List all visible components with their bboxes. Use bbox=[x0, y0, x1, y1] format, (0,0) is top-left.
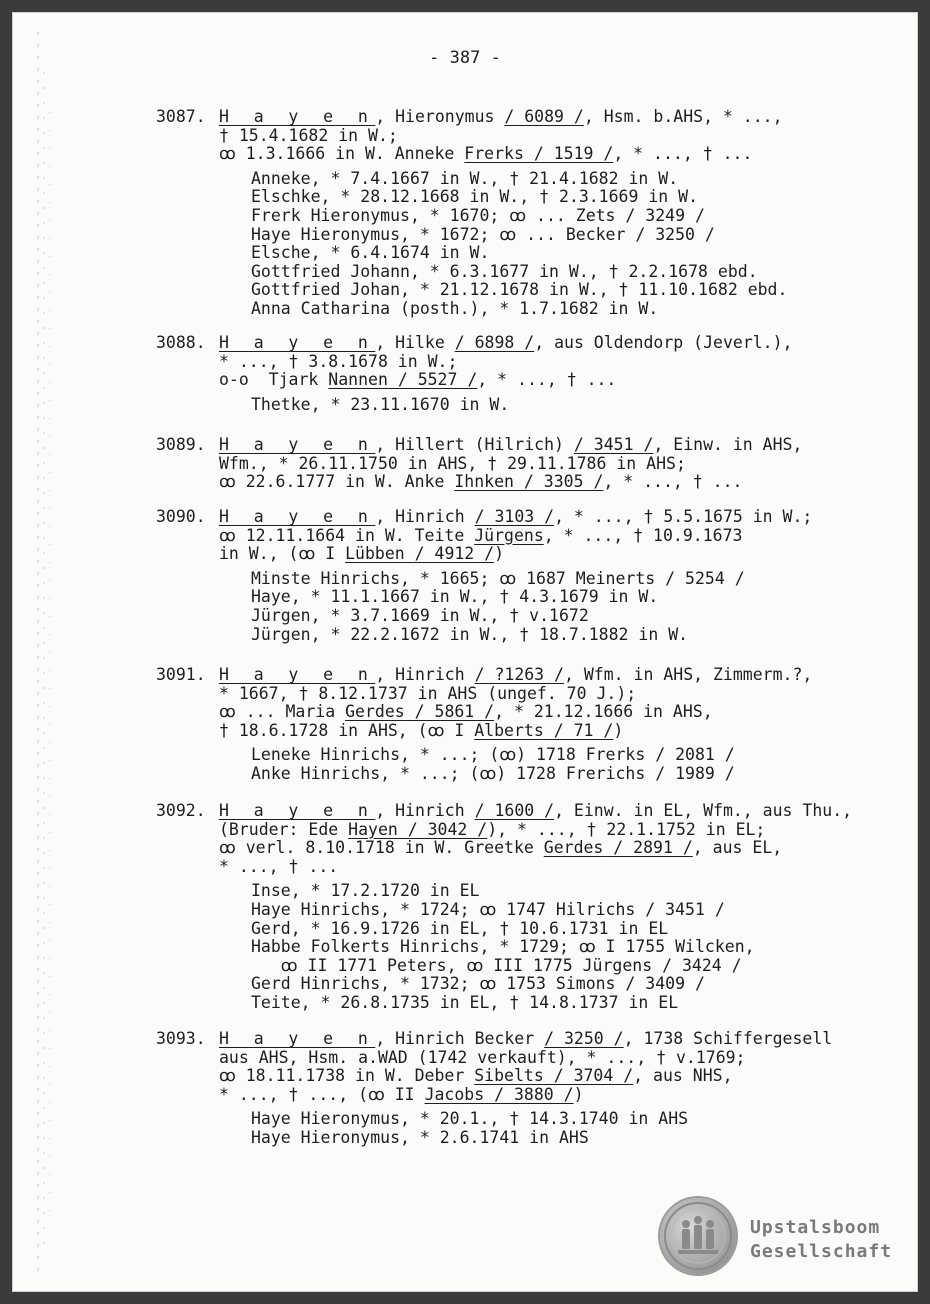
child-line: Haye Hieronymus, * 2.6.1741 in AHS bbox=[251, 1127, 589, 1147]
entry-text: * ..., † 3.8.1678 in W.; bbox=[219, 351, 458, 371]
entry-line bbox=[156, 353, 896, 372]
entry-line bbox=[156, 108, 896, 127]
entry-text: , Hinrich bbox=[375, 507, 475, 526]
entry-surname: H a y e n bbox=[219, 801, 376, 820]
entry-text: ꝏ verl. 8.10.1718 in W. Greetke bbox=[219, 838, 544, 858]
entry-reference: / 1519 / bbox=[523, 144, 614, 164]
entry-text: ꝏ ... Maria bbox=[219, 702, 346, 722]
entry-number: 3093. bbox=[156, 1029, 206, 1048]
entry-text: † 18.6.1728 in AHS, (ꝏ I bbox=[219, 720, 475, 740]
entry-reference: / 4912 / bbox=[404, 544, 495, 564]
watermark-line2: Gesellschaft bbox=[750, 1241, 893, 1262]
entry-text: * ..., † ... bbox=[219, 856, 339, 876]
entry-line bbox=[156, 722, 896, 741]
entry-line bbox=[156, 508, 896, 527]
entry-line bbox=[156, 802, 896, 821]
entry-reference: / 3704 / bbox=[543, 1066, 634, 1086]
entry-text: , Hinrich Becker bbox=[375, 1029, 545, 1048]
watermark-seal-icon bbox=[660, 1198, 736, 1274]
entry-text: Wfm., * 26.11.1750 in AHS, † 29.11.1786 in AHS; bbox=[219, 453, 686, 473]
entry-line bbox=[156, 1049, 896, 1068]
child-line: Inse, * 17.2.1720 in EL bbox=[251, 881, 480, 901]
entry-line bbox=[156, 1030, 896, 1049]
child-line: Jürgen, * 22.2.1672 in W., † 18.7.1882 in W. bbox=[251, 624, 689, 644]
entry-text: , Hilke bbox=[375, 333, 455, 352]
child-line: Elschke, * 28.12.1668 in W., † 2.3.1669 in W. bbox=[251, 187, 699, 207]
entry-line bbox=[156, 666, 896, 685]
entry-number: 3089. bbox=[156, 435, 206, 454]
child-line: Gottfried Johan, * 21.12.1678 in W., † 11.10.1682 ebd. bbox=[251, 280, 788, 300]
entry-line bbox=[156, 839, 896, 858]
entry-reference: / 3451 / bbox=[573, 435, 654, 454]
child-line: Jürgen, * 3.7.1669 in W., † v.1672 bbox=[251, 605, 589, 625]
genealogy-entry bbox=[156, 1030, 896, 1148]
entry-text: ), * ..., † 22.1.1752 in EL; bbox=[487, 819, 766, 839]
child-line: Haye Hinrichs, * 1724; ꝏ 1747 Hilrichs / 3451 / bbox=[251, 899, 725, 919]
entry-text: ꝏ 18.11.1738 in W. Deber bbox=[219, 1066, 475, 1086]
child-line: ꝏ II 1771 Peters, ꝏ III 1775 Jürgens / 3424 / bbox=[251, 955, 742, 975]
child-line: Gerd, * 16.9.1726 in EL, † 10.6.1731 in EL bbox=[251, 918, 669, 938]
child-line: Haye, * 11.1.1667 in W., † 4.3.1679 in W. bbox=[251, 587, 659, 607]
entry-text: , Einw. in AHS, bbox=[653, 435, 803, 454]
entry-text: o-o Tjark bbox=[219, 370, 329, 390]
entry-reference: / 2891 / bbox=[603, 838, 693, 858]
entry-reference: / 3305 / bbox=[513, 472, 604, 492]
entry-text: ) bbox=[613, 720, 624, 740]
entry-text: aus AHS, Hsm. a.WAD (1742 verkauft), * ..., † v.1769; bbox=[219, 1047, 746, 1067]
entry-text: , Hsm. b.AHS, * ..., bbox=[583, 107, 783, 126]
entry-reference: / 3880 / bbox=[484, 1084, 574, 1104]
entry-text: , * ..., † ... bbox=[613, 144, 753, 164]
entry-reference: / 6089 / bbox=[504, 107, 584, 126]
entry-reference: / 5861 / bbox=[404, 702, 495, 722]
entry-line bbox=[156, 545, 896, 564]
entry-reference: / 1600 / bbox=[474, 801, 555, 820]
spouse-name: Jacobs bbox=[424, 1084, 485, 1104]
entry-surname: H a y e n bbox=[219, 507, 376, 526]
entry-number: 3087. bbox=[156, 107, 206, 126]
entry-line bbox=[156, 703, 896, 722]
entry-line bbox=[156, 127, 896, 146]
spouse-name: Alberts bbox=[474, 720, 544, 740]
child-line: Haye Hieronymus, * 20.1., † 14.3.1740 in AHS bbox=[251, 1109, 689, 1129]
entry-text: , 1738 Schiffergesell bbox=[623, 1029, 833, 1048]
child-line: Leneke Hinrichs, * ...; (ꝏ) 1718 Frerks / 2081 / bbox=[251, 745, 735, 765]
genealogy-entry bbox=[156, 436, 896, 492]
child-line: Anke Hinrichs, * ...; (ꝏ) 1728 Frerichs / 1989 / bbox=[251, 763, 735, 783]
genealogy-entry bbox=[156, 508, 896, 644]
child-line: Minste Hinrichs, * 1665; ꝏ 1687 Meinerts / 5254 / bbox=[251, 568, 745, 588]
entry-text: , * ..., † ... bbox=[603, 472, 743, 492]
entry-reference: / 3042 / bbox=[397, 819, 488, 839]
entry-text: ꝏ 1.3.1666 in W. Anneke bbox=[219, 144, 465, 164]
spouse-name: Lübben bbox=[345, 544, 405, 564]
entry-reference: / 3250 / bbox=[544, 1029, 624, 1048]
entry-line bbox=[156, 436, 896, 455]
entry-line bbox=[156, 527, 896, 546]
entry-text: ꝏ 22.6.1777 in W. Anke bbox=[219, 472, 455, 492]
entry-number: 3090. bbox=[156, 507, 206, 526]
child-line: Habbe Folkerts Hinrichs, * 1729; ꝏ I 1755 Wilcken, bbox=[251, 937, 755, 957]
entry-text: , aus Oldendorp (Jeverl.), bbox=[534, 333, 793, 352]
entry-text: , Einw. in EL, Wfm., aus Thu., bbox=[554, 801, 853, 820]
entry-surname: H a y e n bbox=[219, 435, 376, 454]
child-line: Frerk Hieronymus, * 1670; ꝏ ... Zets / 3249 / bbox=[251, 205, 705, 225]
entry-reference: / 5527 / bbox=[387, 370, 478, 390]
entry-line bbox=[156, 1067, 896, 1086]
entry-number: 3091. bbox=[156, 665, 206, 684]
entry-text: , * 21.12.1666 in AHS, bbox=[494, 702, 713, 722]
child-line: Anneke, * 7.4.1667 in W., † 21.4.1682 in W. bbox=[251, 168, 679, 188]
entry-reference: / ?1263 / bbox=[474, 665, 564, 684]
entry-text: * ..., † ..., (ꝏ II bbox=[219, 1084, 425, 1104]
child-line: Elsche, * 6.4.1674 in W. bbox=[251, 243, 490, 263]
entry-text: , Hinrich bbox=[375, 801, 475, 820]
entry-text: , * ..., † 10.9.1673 bbox=[543, 525, 743, 545]
watermark-line1: Upstalsboom bbox=[750, 1217, 881, 1238]
spouse-name: Gerdes bbox=[345, 702, 405, 722]
genealogy-entry bbox=[156, 108, 896, 319]
entry-line bbox=[156, 473, 896, 492]
scan-edge-noise bbox=[30, 12, 60, 1292]
entry-text: ) bbox=[573, 1084, 584, 1104]
child-line: Gottfried Johann, * 6.3.1677 in W., † 2.2.1678 ebd. bbox=[251, 261, 758, 281]
entry-line bbox=[156, 858, 896, 877]
entry-text: , aus NHS, bbox=[633, 1066, 733, 1086]
entry-text: , Hinrich bbox=[375, 665, 475, 684]
entry-surname: H a y e n bbox=[219, 333, 376, 352]
entry-line bbox=[156, 821, 896, 840]
entry-text: ) bbox=[494, 544, 505, 564]
entry-reference: / 6898 / bbox=[454, 333, 535, 352]
genealogy-entry bbox=[156, 334, 896, 414]
entry-reference: / 71 / bbox=[543, 720, 614, 740]
spouse-name: Sibelts bbox=[474, 1066, 544, 1086]
spouse-name: Gerdes bbox=[543, 838, 604, 858]
entry-surname: H a y e n bbox=[219, 1029, 376, 1048]
entry-line bbox=[156, 1086, 896, 1105]
entry-reference: / 3103 / bbox=[474, 507, 555, 526]
spouse-name: Nannen bbox=[328, 370, 388, 390]
spouse-name: Ihnken bbox=[454, 472, 514, 492]
entry-text: in W., (ꝏ I bbox=[219, 544, 346, 564]
entry-line bbox=[156, 685, 896, 704]
child-line: Haye Hieronymus, * 1672; ꝏ ... Becker / 3250 / bbox=[251, 224, 715, 244]
entry-line bbox=[156, 371, 896, 390]
spouse-name: Hayen bbox=[348, 819, 398, 839]
entry-number: 3092. bbox=[156, 801, 206, 820]
entry-text: , * ..., † 5.5.1675 in W.; bbox=[554, 507, 813, 526]
watermark-text bbox=[750, 1216, 892, 1264]
entry-text: , Wfm. in AHS, Zimmerm.?, bbox=[563, 665, 813, 684]
page-number: - 387 - bbox=[429, 48, 501, 68]
child-line: Anna Catharina (posth.), * 1.7.1682 in W. bbox=[251, 298, 659, 318]
entry-text: , * ..., † ... bbox=[477, 370, 617, 390]
entry-text: , Hillert (Hilrich) bbox=[375, 435, 574, 454]
genealogy-entry bbox=[156, 802, 896, 1013]
entry-line bbox=[156, 455, 896, 474]
child-line: Teite, * 26.8.1735 in EL, † 14.8.1737 in EL bbox=[251, 992, 679, 1012]
child-line: Thetke, * 23.11.1670 in W. bbox=[251, 394, 510, 414]
entry-line bbox=[156, 145, 896, 164]
spouse-name: Jürgens bbox=[474, 525, 544, 545]
entry-text: (Bruder: Ede bbox=[219, 819, 349, 839]
entry-line bbox=[156, 334, 896, 353]
entry-number: 3088. bbox=[156, 333, 206, 352]
entry-surname: H a y e n bbox=[219, 665, 376, 684]
entry-text: † 15.4.1682 in W.; bbox=[219, 125, 398, 145]
spouse-name: Frerks bbox=[464, 144, 524, 164]
document-page bbox=[12, 12, 918, 1292]
child-line: Gerd Hinrichs, * 1732; ꝏ 1753 Simons / 3409 / bbox=[251, 974, 705, 994]
entry-surname: H a y e n bbox=[219, 107, 376, 126]
entry-text: , aus EL, bbox=[692, 838, 783, 858]
entry-text: ꝏ 12.11.1664 in W. Teite bbox=[219, 525, 475, 545]
genealogy-entry bbox=[156, 666, 896, 784]
entry-text: , Hieronymus bbox=[375, 107, 505, 126]
entry-text: * 1667, † 8.12.1737 in AHS (ungef. 70 J.); bbox=[219, 683, 637, 703]
